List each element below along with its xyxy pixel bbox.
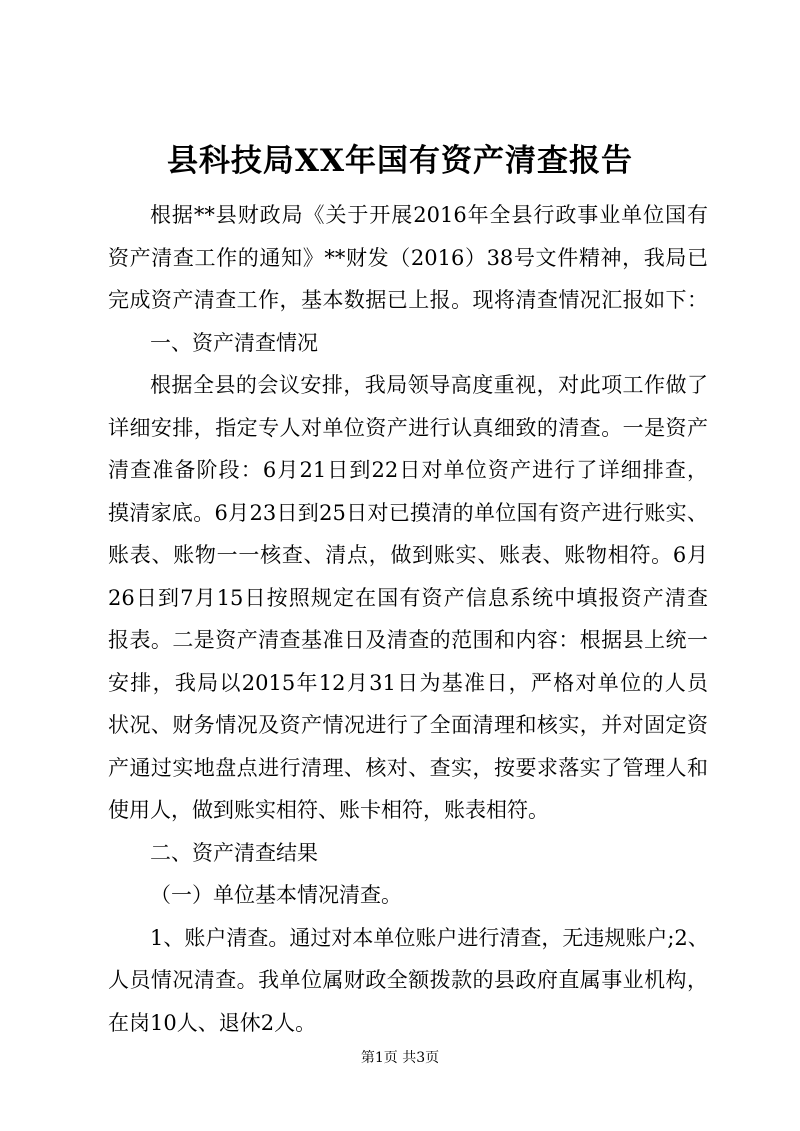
paragraph-line: 安排，我局以2015年12月31日为基准日，严格对单位的人员 [108,670,708,695]
section-heading: 一、资产清查情况 [150,330,318,355]
paragraph-line: 在岗10人、退休2人。 [108,1010,317,1035]
paragraph-line: 26日到7月15日按照规定在国有资产信息系统中填报资产清查 [108,585,708,610]
paragraph-line: 使用人，做到账实相符、账卡相符，账表相符。 [108,798,549,822]
paragraph-line: 根据全县的会议安排，我局领导高度重视，对此项工作做了 [150,373,708,397]
paragraph-line: 详细安排，指定专人对单位资产进行认真细致的清查。一是资产 [108,415,708,440]
paragraph-line: 产通过实地盘点进行清理、核对、查实，按要求落实了管理人和 [108,755,708,780]
paragraph-line: 1、账户清查。通过对本单位账户进行清查，无违规账户;2、 [150,925,709,950]
subsection-heading: （一）单位基本情况清查。 [150,883,402,907]
paragraph-line: 资产清查工作的通知》**财发（2016）38号文件精神，我局已 [108,245,708,270]
paragraph-line: 账表、账物一一核查、清点，做到账实、账表、账物相符。6月 [108,543,708,567]
paragraph-line: 完成资产清查工作，基本数据已上报。现将清查情况汇报如下： [108,288,708,312]
page-footer: 第1页 共3页 [360,1050,440,1066]
paragraph-line: 根据**县财政局《关于开展2016年全县行政事业单位国有 [150,203,708,227]
paragraph-line: 报表。二是资产清查基准日及清查的范围和内容：根据县上统一 [108,628,708,652]
paragraph-line: 人员情况清查。我单位属财政全额拨款的县政府直属事业机构， [108,968,708,992]
paragraph-line: 状况、财务情况及资产情况进行了全面清理和核实，并对固定资 [108,713,708,737]
paragraph-line: 清查准备阶段：6月21日到22日对单位资产进行了详细排查， [108,458,708,482]
document-body [108,194,708,1044]
document-title: 县科技局XX年国有资产清查报告 [166,143,634,179]
paragraph-line: 摸清家底。6月23日到25日对已摸清的单位国有资产进行账实、 [108,500,708,525]
section-heading: 二、资产清查结果 [150,840,318,865]
